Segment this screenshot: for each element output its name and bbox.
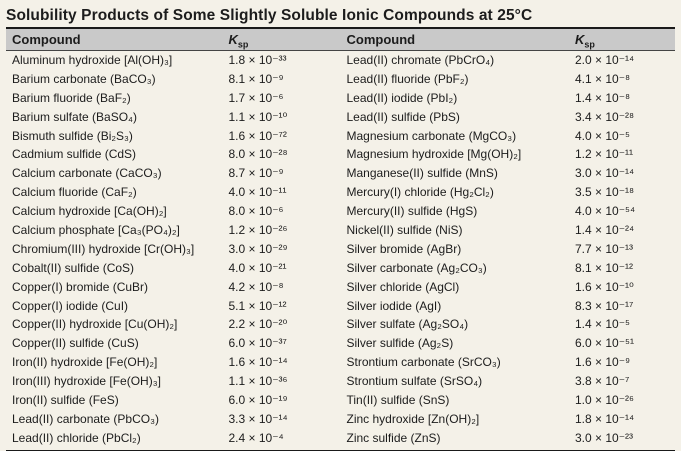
compound-name: Iron(II) sulfide (FeS) xyxy=(12,393,119,408)
table-row xyxy=(6,429,329,448)
table-row xyxy=(6,51,329,70)
compound-name: Copper(I) iodide (CuI) xyxy=(12,298,129,313)
ksp-value: 1.6 × 10⁻⁹ xyxy=(575,355,631,370)
compound-name: Barium sulfate (BaSO₄) xyxy=(12,109,137,124)
ksp-value: 2.4 × 10⁻⁴ xyxy=(228,430,284,445)
table-row xyxy=(6,164,329,183)
ksp-value: 8.0 × 10⁻⁶ xyxy=(228,204,284,219)
header-ksp-left: $K_{sp}$ xyxy=(228,32,249,50)
ksp-value: 3.5 × 10⁻¹⁸ xyxy=(575,185,635,200)
table-header xyxy=(6,29,675,50)
ksp-value: 3.0 × 10⁻²⁹ xyxy=(228,241,288,256)
table-row xyxy=(341,221,676,240)
header-left xyxy=(6,29,341,50)
table-row xyxy=(6,145,329,164)
table-row xyxy=(6,202,329,221)
compound-name: Lead(II) fluoride (PbF₂) xyxy=(346,71,469,86)
table-title: Solubility Products of Some Slightly Soluble Ionic Compounds at 25°C xyxy=(6,7,533,24)
ksp-value: 3.0 × 10⁻²³ xyxy=(575,430,634,445)
compound-name: Silver carbonate (Ag₂CO₃) xyxy=(346,260,487,275)
compound-name: Strontium sulfate (SrSO₄) xyxy=(346,374,483,389)
compound-name: Zinc sulfide (ZnS) xyxy=(346,430,441,445)
ksp-value: 1.4 × 10⁻²⁴ xyxy=(575,223,635,238)
table-row xyxy=(341,410,676,429)
table-row xyxy=(6,259,329,278)
table-row xyxy=(341,164,676,183)
ksp-value: 1.1 × 10⁻¹⁰ xyxy=(228,109,288,124)
compound-name: Calcium carbonate (CaCO₃) xyxy=(12,166,162,181)
compound-name: Silver bromide (AgBr) xyxy=(346,241,462,256)
ksp-value: 3.4 × 10⁻²⁸ xyxy=(575,109,635,124)
table-row xyxy=(6,240,329,259)
compound-name: Bismuth sulfide (Bi₂S₃) xyxy=(12,128,133,143)
table-row xyxy=(6,108,329,127)
compound-name: Barium fluoride (BaF₂) xyxy=(12,90,131,105)
compound-name: Calcium phosphate [Ca₃(PO₄)₂] xyxy=(12,223,180,238)
compound-name: Calcium fluoride (CaF₂) xyxy=(12,185,137,200)
header-compound-right: Compound xyxy=(346,32,416,47)
table-row xyxy=(6,353,329,372)
compound-name: Cobalt(II) sulfide (CoS) xyxy=(12,260,135,275)
header-right xyxy=(341,29,676,50)
compound-name: Lead(II) carbonate (PbCO₃) xyxy=(12,411,159,426)
table-row xyxy=(6,183,329,202)
compound-name: Zinc hydroxide [Zn(OH)₂] xyxy=(346,411,480,426)
ksp-value: 8.0 × 10⁻²⁸ xyxy=(228,147,288,162)
compound-name: Silver chloride (AgCl) xyxy=(346,279,460,294)
header-compound-left: Compound xyxy=(12,32,81,47)
table-row xyxy=(341,240,676,259)
table-row xyxy=(341,297,676,316)
table-row xyxy=(341,353,676,372)
ksp-value: 1.6 × 10⁻¹⁴ xyxy=(228,355,288,370)
ksp-value: 1.6 × 10⁻¹⁰ xyxy=(575,279,634,294)
compound-name: Strontium carbonate (SrCO₃) xyxy=(346,355,501,370)
ksp-value: 4.0 × 10⁻⁵⁴ xyxy=(575,204,636,219)
table-row xyxy=(341,202,676,221)
table-row xyxy=(6,315,329,334)
table-row xyxy=(6,127,329,146)
ksp-value: 4.1 × 10⁻⁸ xyxy=(575,71,631,86)
ksp-value: 8.1 × 10⁻¹² xyxy=(575,260,634,275)
ksp-value: 3.8 × 10⁻⁷ xyxy=(575,374,630,389)
table-row xyxy=(6,89,329,108)
ksp-value: 1.8 × 10⁻¹⁴ xyxy=(575,411,635,426)
compound-name: Magnesium hydroxide [Mg(OH)₂] xyxy=(346,147,522,162)
table-row xyxy=(341,127,676,146)
table-row xyxy=(341,334,676,353)
table-row xyxy=(341,315,676,334)
ksp-value: 7.7 × 10⁻¹³ xyxy=(575,241,634,256)
table-body xyxy=(6,51,675,448)
compound-name: Copper(II) hydroxide [Cu(OH)₂] xyxy=(12,317,178,332)
compound-name: Lead(II) iodide (PbI₂) xyxy=(346,90,458,105)
table-row xyxy=(341,89,676,108)
compound-name: Magnesium carbonate (MgCO₃) xyxy=(346,128,517,143)
compound-name: Iron(III) hydroxide [Fe(OH)₃] xyxy=(12,374,161,389)
ksp-value: 1.1 × 10⁻³⁶ xyxy=(228,374,288,389)
table-row xyxy=(6,297,329,316)
table-row xyxy=(6,410,329,429)
ksp-value: 1.0 × 10⁻²⁶ xyxy=(575,393,634,408)
table-row xyxy=(341,278,676,297)
compound-name: Tin(II) sulfide (SnS) xyxy=(346,393,450,408)
compound-name: Silver iodide (AgI) xyxy=(346,298,442,313)
table-row xyxy=(341,108,676,127)
compound-name: Silver sulfate (Ag₂SO₄) xyxy=(346,317,469,332)
ksp-value: 2.2 × 10⁻²⁰ xyxy=(228,317,288,332)
compound-name: Iron(II) hydroxide [Fe(OH)₂] xyxy=(12,355,158,370)
ksp-value: 4.0 × 10⁻⁵ xyxy=(575,128,631,143)
ksp-value: 3.0 × 10⁻¹⁴ xyxy=(575,166,635,181)
ksp-value: 1.2 × 10⁻¹¹ xyxy=(575,147,634,162)
table-row xyxy=(341,259,676,278)
ksp-value: 4.2 × 10⁻⁸ xyxy=(228,279,284,294)
compound-name: Copper(II) sulfide (CuS) xyxy=(12,336,139,351)
ksp-value: 1.7 × 10⁻⁶ xyxy=(228,90,284,105)
ksp-value: 8.3 × 10⁻¹⁷ xyxy=(575,298,634,313)
table-row xyxy=(6,278,329,297)
compound-name: Cadmium sulfide (CdS) xyxy=(12,147,137,162)
ksp-value: 6.0 × 10⁻¹⁹ xyxy=(228,393,288,408)
ksp-value: 2.0 × 10⁻¹⁴ xyxy=(575,53,635,67)
table-row xyxy=(6,70,329,89)
table-row xyxy=(341,429,676,448)
compound-name: Manganese(II) sulfide (MnS) xyxy=(346,166,498,181)
ksp-value: 5.1 × 10⁻¹² xyxy=(228,298,287,313)
compound-name: Copper(I) bromide (CuBr) xyxy=(12,279,149,294)
table-row xyxy=(341,372,676,391)
compound-name: Chromium(III) hydroxide [Cr(OH)₃] xyxy=(12,241,195,256)
table-row xyxy=(341,145,676,164)
ksp-value: 1.4 × 10⁻⁸ xyxy=(575,90,631,105)
compound-name: Lead(II) sulfide (PbS) xyxy=(346,109,460,124)
ksp-value: 1.6 × 10⁻⁷² xyxy=(228,128,287,143)
ksp-value: 1.2 × 10⁻²⁶ xyxy=(228,223,288,238)
header-ksp-right: $K_{sp}$ xyxy=(575,32,595,50)
left-column xyxy=(6,51,341,448)
ksp-value: 1.4 × 10⁻⁵ xyxy=(575,317,631,332)
compound-name: Silver sulfide (Ag₂S) xyxy=(346,336,454,351)
compound-name: Mercury(II) sulfide (HgS) xyxy=(346,204,478,219)
table-row xyxy=(341,391,676,410)
compound-name: Lead(II) chloride (PbCl₂) xyxy=(12,430,141,445)
compound-name: Mercury(I) chloride (Hg₂Cl₂) xyxy=(346,185,494,200)
ksp-value: 6.0 × 10⁻⁵¹ xyxy=(575,336,635,351)
table-row xyxy=(6,221,329,240)
table-row xyxy=(341,51,676,70)
compound-name: Lead(II) chromate (PbCrO₄) xyxy=(346,53,495,67)
ksp-value: 8.7 × 10⁻⁹ xyxy=(228,166,284,181)
table-row xyxy=(341,70,676,89)
ksp-value: 3.3 × 10⁻¹⁴ xyxy=(228,411,288,426)
table-row xyxy=(6,334,329,353)
table-row xyxy=(6,372,329,391)
compound-name: Calcium hydroxide [Ca(OH)₂] xyxy=(12,204,167,219)
ksp-value: 1.8 × 10⁻³³ xyxy=(228,53,287,67)
ksp-value: 4.0 × 10⁻¹¹ xyxy=(228,185,287,200)
ksp-value: 6.0 × 10⁻³⁷ xyxy=(228,336,287,351)
compound-name: Aluminum hydroxide [Al(OH)₃] xyxy=(12,53,173,67)
compound-name: Nickel(II) sulfide (NiS) xyxy=(346,223,463,238)
table-row xyxy=(341,183,676,202)
right-column xyxy=(341,51,676,448)
ksp-value: 8.1 × 10⁻⁹ xyxy=(228,71,284,86)
table-row xyxy=(6,391,329,410)
ksp-value: 4.0 × 10⁻²¹ xyxy=(228,260,287,275)
compound-name: Barium carbonate (BaCO₃) xyxy=(12,71,156,86)
